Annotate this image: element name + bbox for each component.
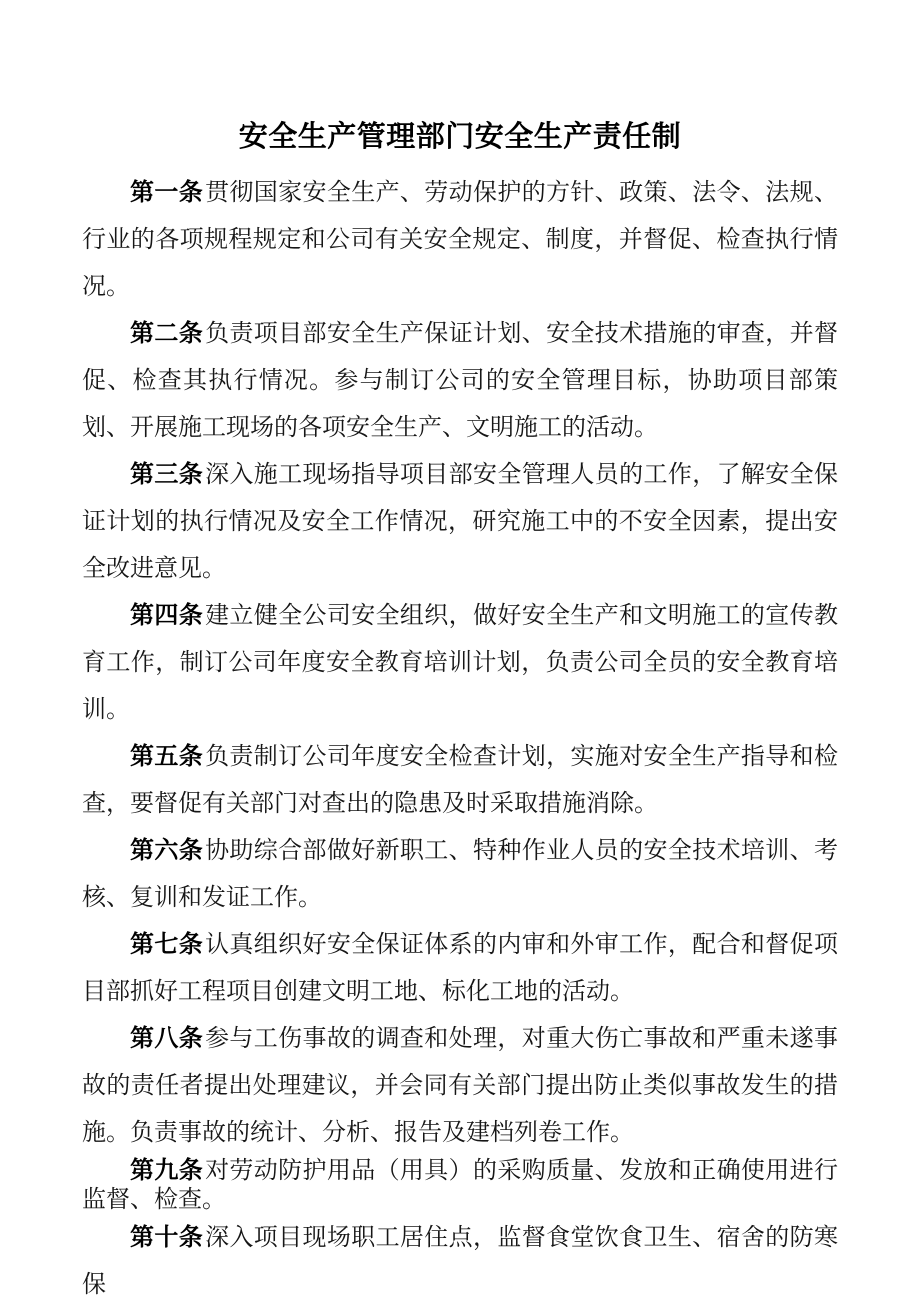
article-9-number: 第九条	[130, 1158, 204, 1184]
article-10	[82, 1215, 838, 1301]
article-6-text: 协助综合部做好新职工、特种作业人员的安全技术培训、考核、复训和发证工作。	[82, 838, 839, 911]
article-5	[82, 734, 838, 828]
article-10-text: 深入项目现场职工居住点，监督食堂饮食卫生、宿舍的防寒保	[82, 1225, 839, 1298]
article-7-number: 第七条	[130, 932, 204, 958]
article-4	[82, 593, 838, 734]
article-6	[82, 828, 838, 922]
article-1	[82, 170, 838, 311]
article-7	[82, 922, 838, 1016]
article-10-number: 第十条	[130, 1225, 204, 1251]
article-3-text: 深入施工现场指导项目部安全管理人员的工作，了解安全保证计划的执行情况及安全工作情况，研究施工中的不安全因素，提出安全改进意见。	[82, 462, 839, 582]
article-1-text: 贯彻国家安全生产、劳动保护的方针、政策、法令、法规、行业的各项规程规定和公司有关安全规定、制度，并督促、检查执行情况。	[82, 180, 839, 300]
article-8-number: 第八条	[130, 1026, 204, 1052]
article-3	[82, 452, 838, 593]
article-8	[82, 1016, 838, 1157]
article-5-text: 负责制订公司年度安全检查计划，实施对安全生产指导和检查，要督促有关部门对查出的隐患及时采取措施消除。	[82, 744, 839, 817]
article-6-number: 第六条	[130, 838, 204, 864]
document-title: 安全生产管理部门安全生产责任制	[238, 121, 682, 153]
article-9-text: 对劳动防护用品（用具）的采购质量、发放和正确使用进行监督、检查。	[82, 1158, 839, 1213]
article-1-number: 第一条	[130, 180, 204, 206]
article-2-number: 第二条	[130, 321, 204, 347]
article-8-text: 参与工伤事故的调查和处理，对重大伤亡事故和严重未遂事故的责任者提出处理建议，并会同有关部门提出防止类似事故发生的措施。负责事故的统计、分析、报告及建档列卷工作。	[82, 1026, 839, 1146]
article-9	[82, 1157, 838, 1215]
article-2-text: 负责项目部安全生产保证计划、安全技术措施的审查，并督促、检查其执行情况。参与制订公司的安全管理目标，协助项目部策划、开展施工现场的各项安全生产、文明施工的活动。	[82, 321, 839, 441]
article-3-number: 第三条	[130, 462, 204, 488]
article-4-number: 第四条	[130, 603, 204, 629]
article-7-text: 认真组织好安全保证体系的内审和外审工作，配合和督促项目部抓好工程项目创建文明工地、标化工地的活动。	[82, 932, 839, 1005]
article-5-number: 第五条	[130, 744, 204, 770]
article-2	[82, 311, 838, 452]
article-4-text: 建立健全公司安全组织，做好安全生产和文明施工的宣传教育工作，制订公司年度安全教育培训计划，负责公司全员的安全教育培训。	[82, 603, 839, 723]
